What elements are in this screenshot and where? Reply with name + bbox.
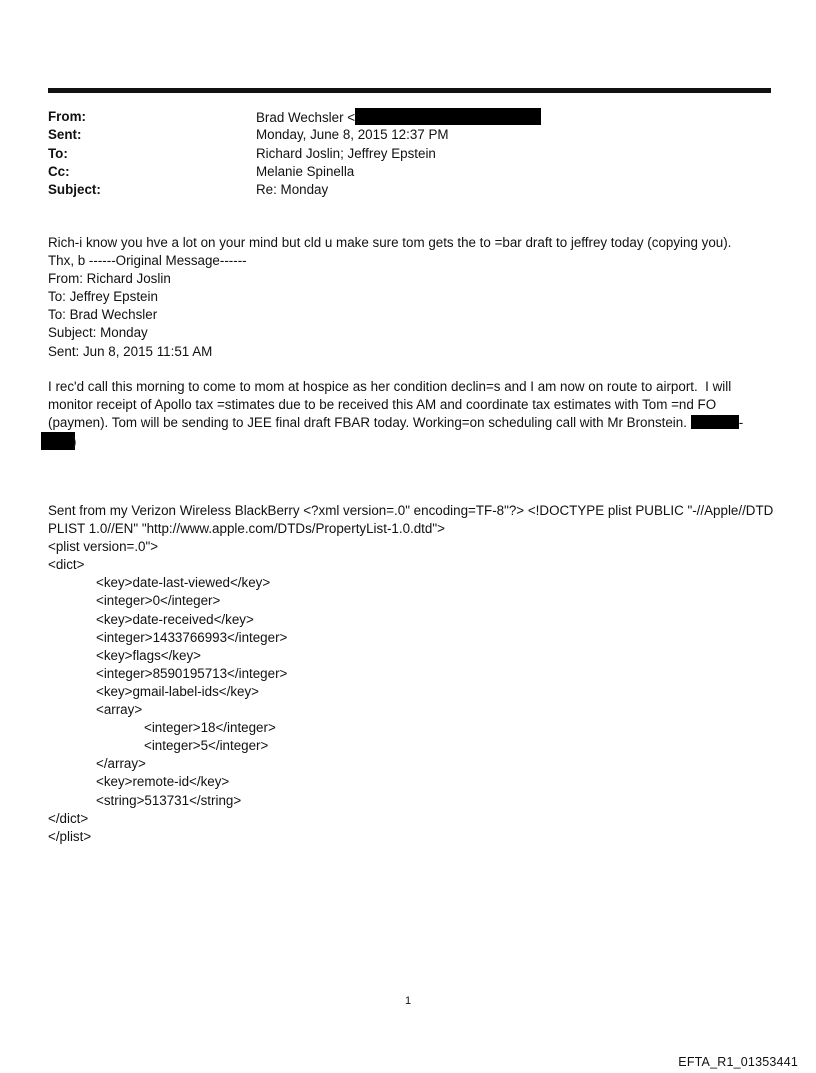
body-line [41, 432, 778, 451]
original-message-paragraph [48, 378, 778, 451]
to-label: To: [48, 145, 68, 161]
body-line: Thx, b ------Original Message------ [48, 253, 247, 269]
body-line: To: Brad Wechsler [48, 307, 158, 323]
body-line-text: (paymen). Tom will be sending to JEE final draft FBAR today. Working=on scheduling call with Mr Bronstein. [48, 415, 687, 431]
from-value [256, 108, 541, 126]
sent-value: Monday, June 8, 2015 12:37 PM [256, 127, 449, 143]
document-id: EFTA_R1_01353441 [678, 1055, 798, 1069]
plist-line: <key>remote-id</key> [96, 774, 230, 790]
subject-label: Subject: [48, 182, 101, 198]
page-number: 1 [404, 995, 412, 1007]
plist-line: <key>gmail-label-ids</key> [96, 683, 260, 699]
from-label: From: [48, 109, 86, 124]
sent-row [48, 126, 541, 144]
plist-line: <integer>5</integer> [144, 738, 269, 754]
body-line: Sent: Jun 8, 2015 11:51 AM [48, 343, 213, 359]
sent-label: Sent: [48, 127, 82, 143]
body-line-text: ) [72, 434, 77, 450]
body-line: To: Jeffrey Epstein [48, 289, 158, 305]
body-line: Rich-i know you hve a lot on your mind but cld u make sure tom gets the to =bar draft to jeffrey today (copying you). [48, 235, 732, 250]
plist-line: <integer>1433766993</integer> [96, 629, 288, 645]
plist-line: <key>flags</key> [96, 647, 201, 663]
cc-value: Melanie Spinella [256, 163, 355, 179]
from-value-text: Brad Wechsler < [256, 110, 356, 125]
subject-row [48, 181, 541, 199]
redaction-block [691, 415, 739, 429]
plist-line: <key>date-last-viewed</key> [96, 575, 271, 591]
cc-row [48, 163, 541, 181]
plist-line: <dict> [48, 557, 85, 573]
body-line [48, 414, 778, 432]
plist-line: </array> [96, 756, 146, 772]
body-line-dash: - [738, 415, 744, 431]
body-line: monitor receipt of Apollo tax =stimates due to be received this AM and coordinate tax estimates with Tom =nd FO [48, 397, 717, 413]
plist-line: </plist> [48, 828, 92, 844]
plist-dict-lines [48, 574, 778, 845]
body-line: From: Richard Joslin [48, 271, 171, 287]
redaction-block [355, 108, 541, 125]
body-line: Subject: Monday [48, 325, 148, 341]
from-row [48, 108, 541, 126]
plist-line: <integer>8590195713</integer> [96, 665, 288, 681]
plist-block [48, 502, 778, 846]
to-value: Richard Joslin; Jeffrey Epstein [256, 145, 436, 161]
plist-line: PLIST 1.0//EN" "http://www.apple.com/DTDs/PropertyList-1.0.dtd"> [48, 521, 445, 537]
cc-label: Cc: [48, 163, 70, 179]
plist-line: <array> [96, 702, 143, 718]
redaction-block [41, 432, 75, 450]
header-rule [48, 88, 771, 93]
plist-line: <integer>0</integer> [96, 593, 221, 609]
plist-line: </dict> [48, 810, 89, 826]
to-row [48, 145, 541, 163]
email-header [48, 108, 541, 199]
plist-line: <plist version=.0"> [48, 539, 159, 555]
plist-line: <key>date-received</key> [96, 611, 254, 627]
plist-line: <integer>18</integer> [144, 720, 276, 736]
body-line: I rec'd call this morning to come to mom at hospice as her condition declin=s and I am now on route to airport. I will [48, 379, 732, 394]
plist-line: Sent from my Verizon Wireless BlackBerry <?xml version=.0" encoding=TF-8"?> <!DOCTYPE plist PUBLIC "-//Apple//DTD [48, 503, 774, 518]
subject-value: Re: Monday [256, 182, 329, 198]
plist-line: <string>513731</string> [96, 792, 242, 808]
message-body [48, 234, 778, 361]
